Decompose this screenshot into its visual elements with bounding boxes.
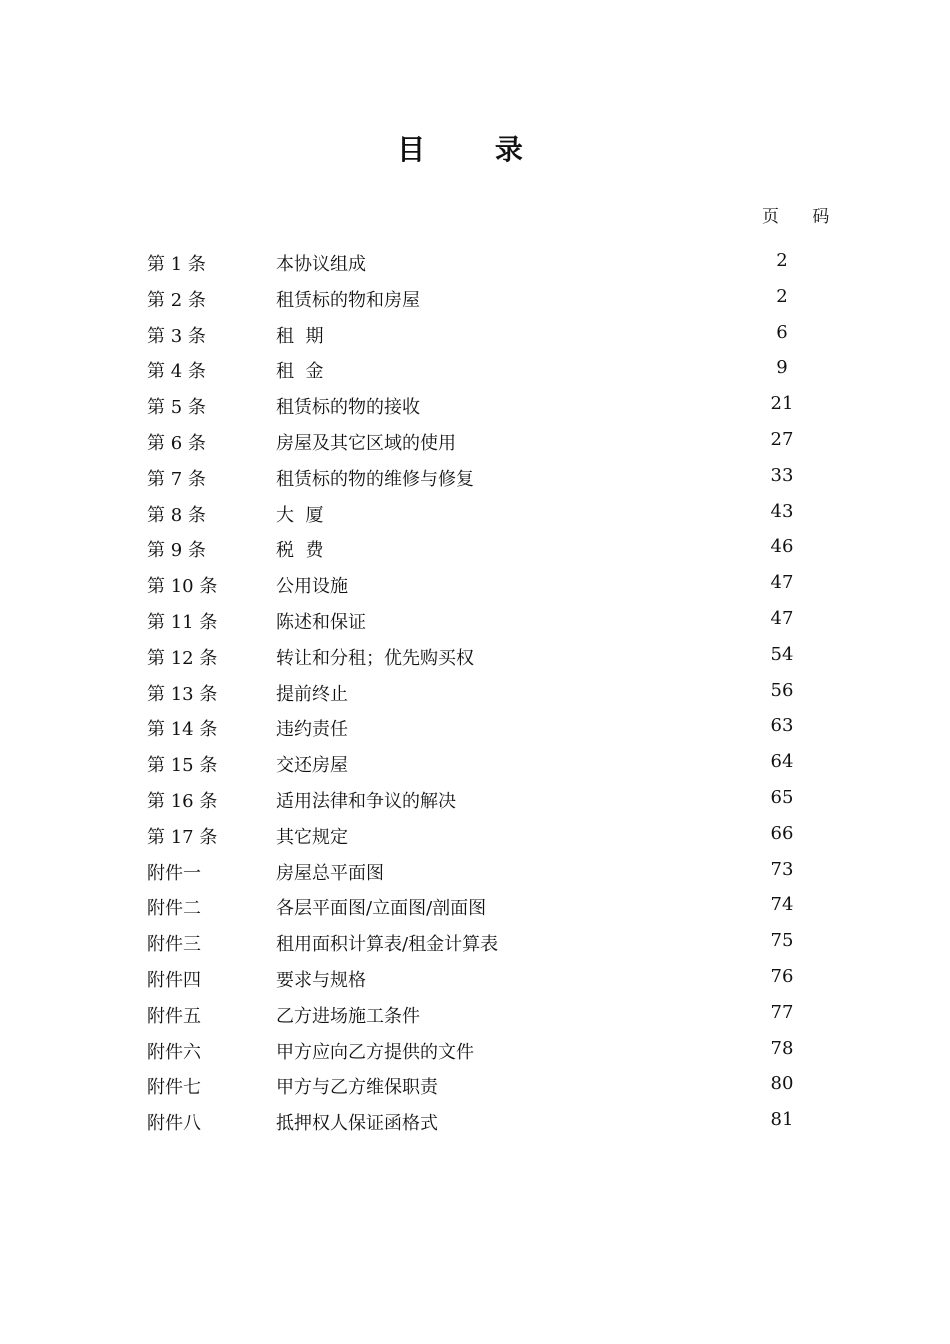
toc-entry-number: 第 6 条 <box>147 432 206 454</box>
toc-entry <box>0 709 950 745</box>
toc-entry <box>0 459 950 495</box>
toc-entry-number: 第 13 条 <box>147 683 218 705</box>
toc-entry-title: 租赁标的物和房屋 <box>276 289 420 311</box>
toc-entry-number: 第 5 条 <box>147 397 206 419</box>
toc-entry <box>0 853 950 889</box>
toc-entry-number: 第 1 条 <box>147 254 206 275</box>
toc-entry-title: 转让和分租；优先购买权 <box>276 647 474 669</box>
toc-entry-title: 要求与规格 <box>276 969 366 991</box>
toc-entry-number: 第 17 条 <box>147 826 218 848</box>
toc-entry-page: 2 <box>776 285 788 307</box>
toc-entry <box>0 638 950 674</box>
toc-entry-number: 第 3 条 <box>147 325 206 347</box>
toc-entry <box>0 1032 950 1068</box>
toc-entry-title: 交还房屋 <box>276 755 348 777</box>
toc-entry-title: 租赁标的物的维修与修复 <box>276 468 474 490</box>
toc-entry <box>0 1103 950 1139</box>
toc-entry-title: 公用设施 <box>276 576 348 598</box>
toc-entry <box>0 745 950 781</box>
toc-entry <box>0 423 950 459</box>
toc-entry-number: 第 11 条 <box>147 611 218 633</box>
toc-entry-title: 租赁标的物的接收 <box>276 397 420 419</box>
toc-entry-page: 77 <box>770 1001 794 1023</box>
toc-entry <box>0 602 950 638</box>
toc-entry-title: 甲方应向乙方提供的文件 <box>276 1041 474 1063</box>
toc-entry <box>0 781 950 817</box>
toc-entry-page: 56 <box>770 679 794 701</box>
toc-entry-title: 甲方与乙方维保职责 <box>276 1077 438 1099</box>
toc-entry-number: 第 4 条 <box>147 361 206 383</box>
toc-entry <box>0 280 950 316</box>
toc-entry-page: 66 <box>770 822 794 844</box>
toc-entry-title: 本协议组成 <box>276 254 366 275</box>
toc-entry-page: 65 <box>770 786 794 808</box>
toc-entry-page: 47 <box>770 607 794 629</box>
toc-entry-page: 81 <box>770 1109 794 1131</box>
toc-entry-title: 陈述和保证 <box>276 611 366 633</box>
toc-entry <box>0 888 950 924</box>
toc-entry <box>0 996 950 1032</box>
toc-entry <box>0 244 950 280</box>
toc-entry-title: 提前终止 <box>276 683 348 705</box>
toc-entry-number: 附件六 <box>147 1041 201 1063</box>
toc-entry-page: 80 <box>770 1073 794 1095</box>
toc-entry-page: 76 <box>770 965 794 987</box>
toc-entry-number: 第 9 条 <box>147 540 206 562</box>
toc-entry-page: 21 <box>770 393 794 415</box>
toc-entry-number: 第 8 条 <box>147 504 206 526</box>
toc-entry-title: 房屋总平面图 <box>276 862 384 884</box>
toc-entry-number: 附件七 <box>147 1077 201 1099</box>
toc-entry-title: 租用面积计算表/租金计算表 <box>276 934 499 956</box>
toc-entry-page: 46 <box>770 536 794 558</box>
toc-entry-page: 75 <box>770 930 794 952</box>
table-of-contents <box>0 244 950 1139</box>
toc-entry-title: 抵押权人保证函格式 <box>276 1113 438 1135</box>
toc-entry <box>0 316 950 352</box>
toc-entry-number: 附件八 <box>147 1113 201 1135</box>
toc-entry-number: 第 16 条 <box>147 790 218 812</box>
toc-entry-page: 6 <box>776 321 788 343</box>
toc-entry-title: 乙方进场施工条件 <box>276 1005 420 1027</box>
toc-entry <box>0 960 950 996</box>
toc-entry-number: 第 12 条 <box>147 647 218 669</box>
toc-entry-number: 第 14 条 <box>147 719 218 741</box>
toc-entry <box>0 1067 950 1103</box>
toc-entry-page: 78 <box>770 1037 794 1059</box>
toc-entry-page: 9 <box>776 357 788 379</box>
toc-entry <box>0 924 950 960</box>
toc-entry-number: 第 15 条 <box>147 755 218 777</box>
toc-entry-number: 第 7 条 <box>147 468 206 490</box>
toc-entry-page: 73 <box>770 858 794 880</box>
toc-entry-page: 74 <box>770 894 794 916</box>
toc-entry <box>0 387 950 423</box>
toc-entry-number: 附件一 <box>147 862 201 884</box>
page-number-header: 页 码 <box>762 207 844 227</box>
toc-entry-title: 违约责任 <box>276 719 348 741</box>
toc-entry-page: 54 <box>770 643 794 665</box>
toc-entry-number: 第 10 条 <box>147 576 218 598</box>
page-title: 目 录 <box>397 133 553 166</box>
toc-entry-page: 33 <box>770 464 794 486</box>
toc-entry-title: 大 厦 <box>276 504 324 526</box>
toc-entry <box>0 674 950 710</box>
toc-entry-page: 27 <box>770 428 794 450</box>
toc-entry-number: 附件四 <box>147 969 201 991</box>
toc-entry-number: 附件五 <box>147 1005 201 1027</box>
toc-entry-title: 适用法律和争议的解决 <box>276 790 456 812</box>
toc-entry-page: 47 <box>770 572 794 594</box>
toc-entry-title: 租 金 <box>276 361 324 383</box>
toc-entry-number: 第 2 条 <box>147 289 206 311</box>
toc-entry-number: 附件三 <box>147 934 201 956</box>
toc-entry <box>0 530 950 566</box>
toc-entry-title: 房屋及其它区域的使用 <box>276 432 456 454</box>
toc-entry <box>0 495 950 531</box>
toc-entry-title: 租 期 <box>276 325 324 347</box>
toc-entry-page: 64 <box>770 751 794 773</box>
toc-entry <box>0 566 950 602</box>
toc-entry-page: 63 <box>770 715 794 737</box>
toc-entry-page: 43 <box>770 500 794 522</box>
toc-entry-title: 各层平面图/立面图/剖面图 <box>276 898 487 920</box>
toc-entry-title: 其它规定 <box>276 826 348 848</box>
toc-entry-number: 附件二 <box>147 898 201 920</box>
toc-entry <box>0 817 950 853</box>
toc-entry <box>0 351 950 387</box>
toc-entry-page: 2 <box>776 250 788 271</box>
toc-entry-title: 税 费 <box>276 540 324 562</box>
